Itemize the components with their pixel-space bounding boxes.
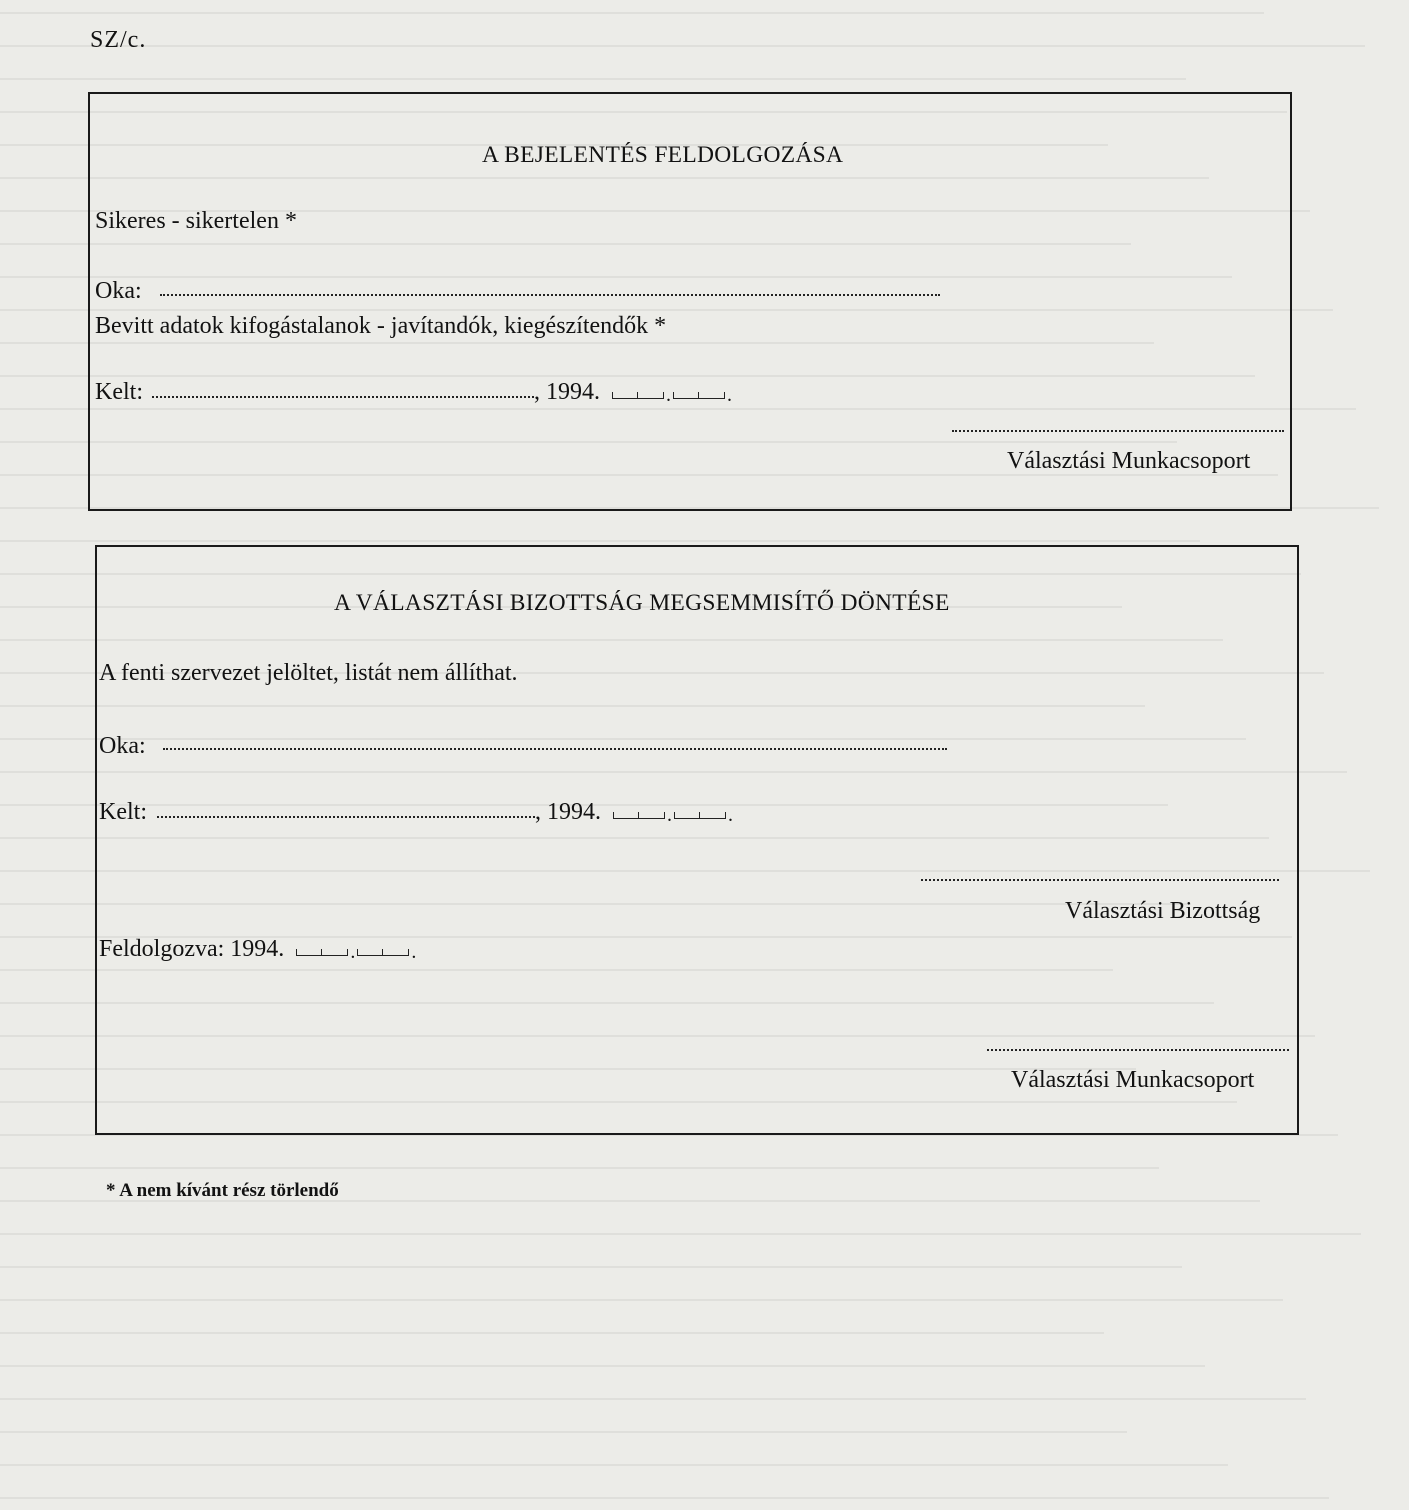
result-line: Sikeres - sikertelen * bbox=[95, 208, 297, 234]
date-field bbox=[535, 800, 735, 824]
month-day-boxes[interactable]: . . bbox=[612, 392, 734, 399]
bleed-through-line bbox=[0, 1365, 1205, 1367]
section1-title: A BEJELENTÉS FELDOLGOZÁSA bbox=[482, 142, 844, 168]
workgroup-signature-dotted-line[interactable] bbox=[987, 1049, 1289, 1051]
bleed-through-line bbox=[0, 1464, 1228, 1466]
reason-label: Oka: bbox=[99, 733, 146, 759]
bleed-through-line bbox=[0, 1398, 1306, 1400]
bleed-through-line bbox=[0, 540, 1200, 542]
bleed-through-line bbox=[0, 1266, 1182, 1268]
signature-dotted-line[interactable] bbox=[952, 430, 1284, 432]
month-day-boxes[interactable]: . . bbox=[613, 812, 735, 819]
reason-dotted-line[interactable] bbox=[163, 748, 947, 750]
signature-workgroup: Választási Munkacsoport bbox=[1007, 448, 1251, 474]
bleed-through-line bbox=[0, 1167, 1159, 1169]
processed-field bbox=[99, 937, 418, 961]
processed-date-boxes[interactable]: . . bbox=[296, 949, 418, 956]
signature-committee: Választási Bizottság bbox=[1065, 898, 1261, 924]
dated-place-dotted-line[interactable] bbox=[157, 816, 535, 818]
dated-label: Kelt: bbox=[95, 379, 143, 405]
form-identifier: SZ/c. bbox=[90, 27, 147, 53]
bleed-through-line bbox=[0, 1233, 1361, 1235]
reason-dotted-line[interactable] bbox=[160, 294, 940, 296]
annulment-box bbox=[95, 545, 1299, 1135]
year-text: , 1994. bbox=[535, 799, 601, 825]
dated-label: Kelt: bbox=[99, 799, 147, 825]
section2-title: A VÁLASZTÁSI BIZOTTSÁG MEGSEMMISÍTŐ DÖNTÉSE bbox=[334, 590, 950, 616]
footnote: * A nem kívánt rész törlendő bbox=[106, 1180, 339, 1201]
bleed-through-line bbox=[0, 1431, 1127, 1433]
bleed-through-line bbox=[0, 1497, 1329, 1499]
bleed-through-line bbox=[0, 45, 1365, 47]
bleed-through-line bbox=[0, 12, 1264, 14]
bleed-through-line bbox=[0, 1332, 1104, 1334]
data-status-line: Bevitt adatok kifogástalanok - javítandók, kiegészítendők * bbox=[95, 313, 667, 339]
signature-workgroup: Választási Munkacsoport bbox=[1011, 1067, 1255, 1093]
date-field bbox=[534, 380, 734, 404]
bleed-through-line bbox=[0, 1299, 1283, 1301]
reason-label: Oka: bbox=[95, 278, 142, 304]
year-text: , 1994. bbox=[534, 379, 600, 405]
processing-box bbox=[88, 92, 1292, 511]
committee-signature-dotted-line[interactable] bbox=[921, 879, 1279, 881]
dated-place-dotted-line[interactable] bbox=[152, 396, 534, 398]
decision-line: A fenti szervezet jelöltet, listát nem állíthat. bbox=[99, 660, 518, 686]
processed-label: Feldolgozva: 1994. bbox=[99, 936, 285, 962]
bleed-through-line bbox=[0, 78, 1186, 80]
